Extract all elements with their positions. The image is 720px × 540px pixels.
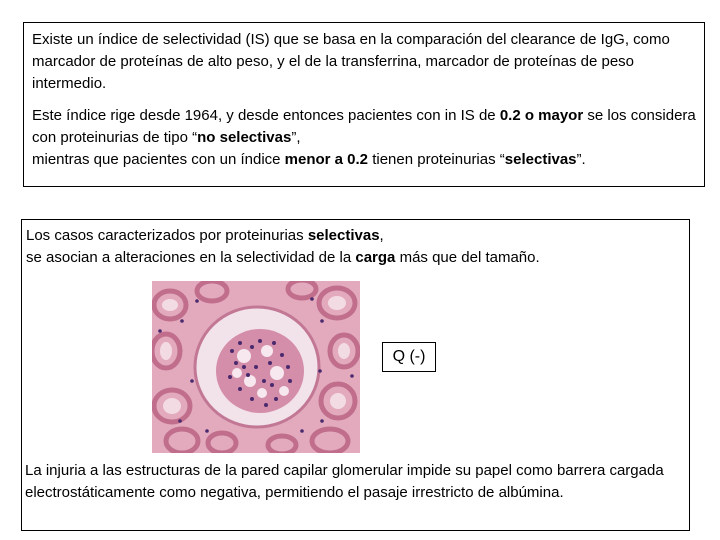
definition-box bbox=[23, 22, 705, 187]
text-span: más que del tamaño. bbox=[395, 249, 540, 266]
bold-span: menor a 0.2 bbox=[284, 151, 369, 168]
bold-span: selectivas bbox=[307, 227, 380, 244]
text-span: ”, bbox=[291, 129, 301, 146]
glomerular-injury-paragraph: La injuria a las estructuras de la pared capilar glomerular impide su papel como barrera cargada electrostáticamente como negativa, permitiendo el pasaje irrestricto de albúmina. bbox=[25, 462, 664, 501]
text-span: tienen proteinurias “ bbox=[368, 151, 505, 168]
selective-cases-paragraph bbox=[26, 225, 685, 269]
selectivity-index-paragraph: Existe un índice de selectividad (IS) que se basa en la comparación del clearance de IgG, como marcador de proteínas de alto peso, y el de la transferrina, marcador de proteínas de peso intermedio. bbox=[32, 31, 670, 92]
bold-span: selectivas bbox=[504, 151, 577, 168]
bold-span: no selectivas bbox=[197, 129, 292, 146]
text-span: Este índice rige desde 1964, y desde entonces pacientes con in IS de bbox=[32, 107, 500, 124]
threshold-paragraph bbox=[32, 105, 696, 171]
text-span: ”. bbox=[576, 151, 586, 168]
q-negative-label: Q (-) bbox=[382, 342, 436, 372]
bold-span: carga bbox=[355, 249, 396, 266]
text-span: , bbox=[379, 227, 384, 244]
glomerulus-micrograph bbox=[152, 281, 360, 453]
text-span: se los considera con proteinurias de tipo “ bbox=[32, 107, 696, 146]
text-span: se asocian a alteraciones en la selectividad de la bbox=[26, 249, 356, 266]
text-span: Los casos caracterizados por proteinurias bbox=[26, 227, 308, 244]
bold-span: 0.2 o mayor bbox=[499, 107, 584, 124]
text-span: mientras que pacientes con un índice bbox=[32, 151, 285, 168]
